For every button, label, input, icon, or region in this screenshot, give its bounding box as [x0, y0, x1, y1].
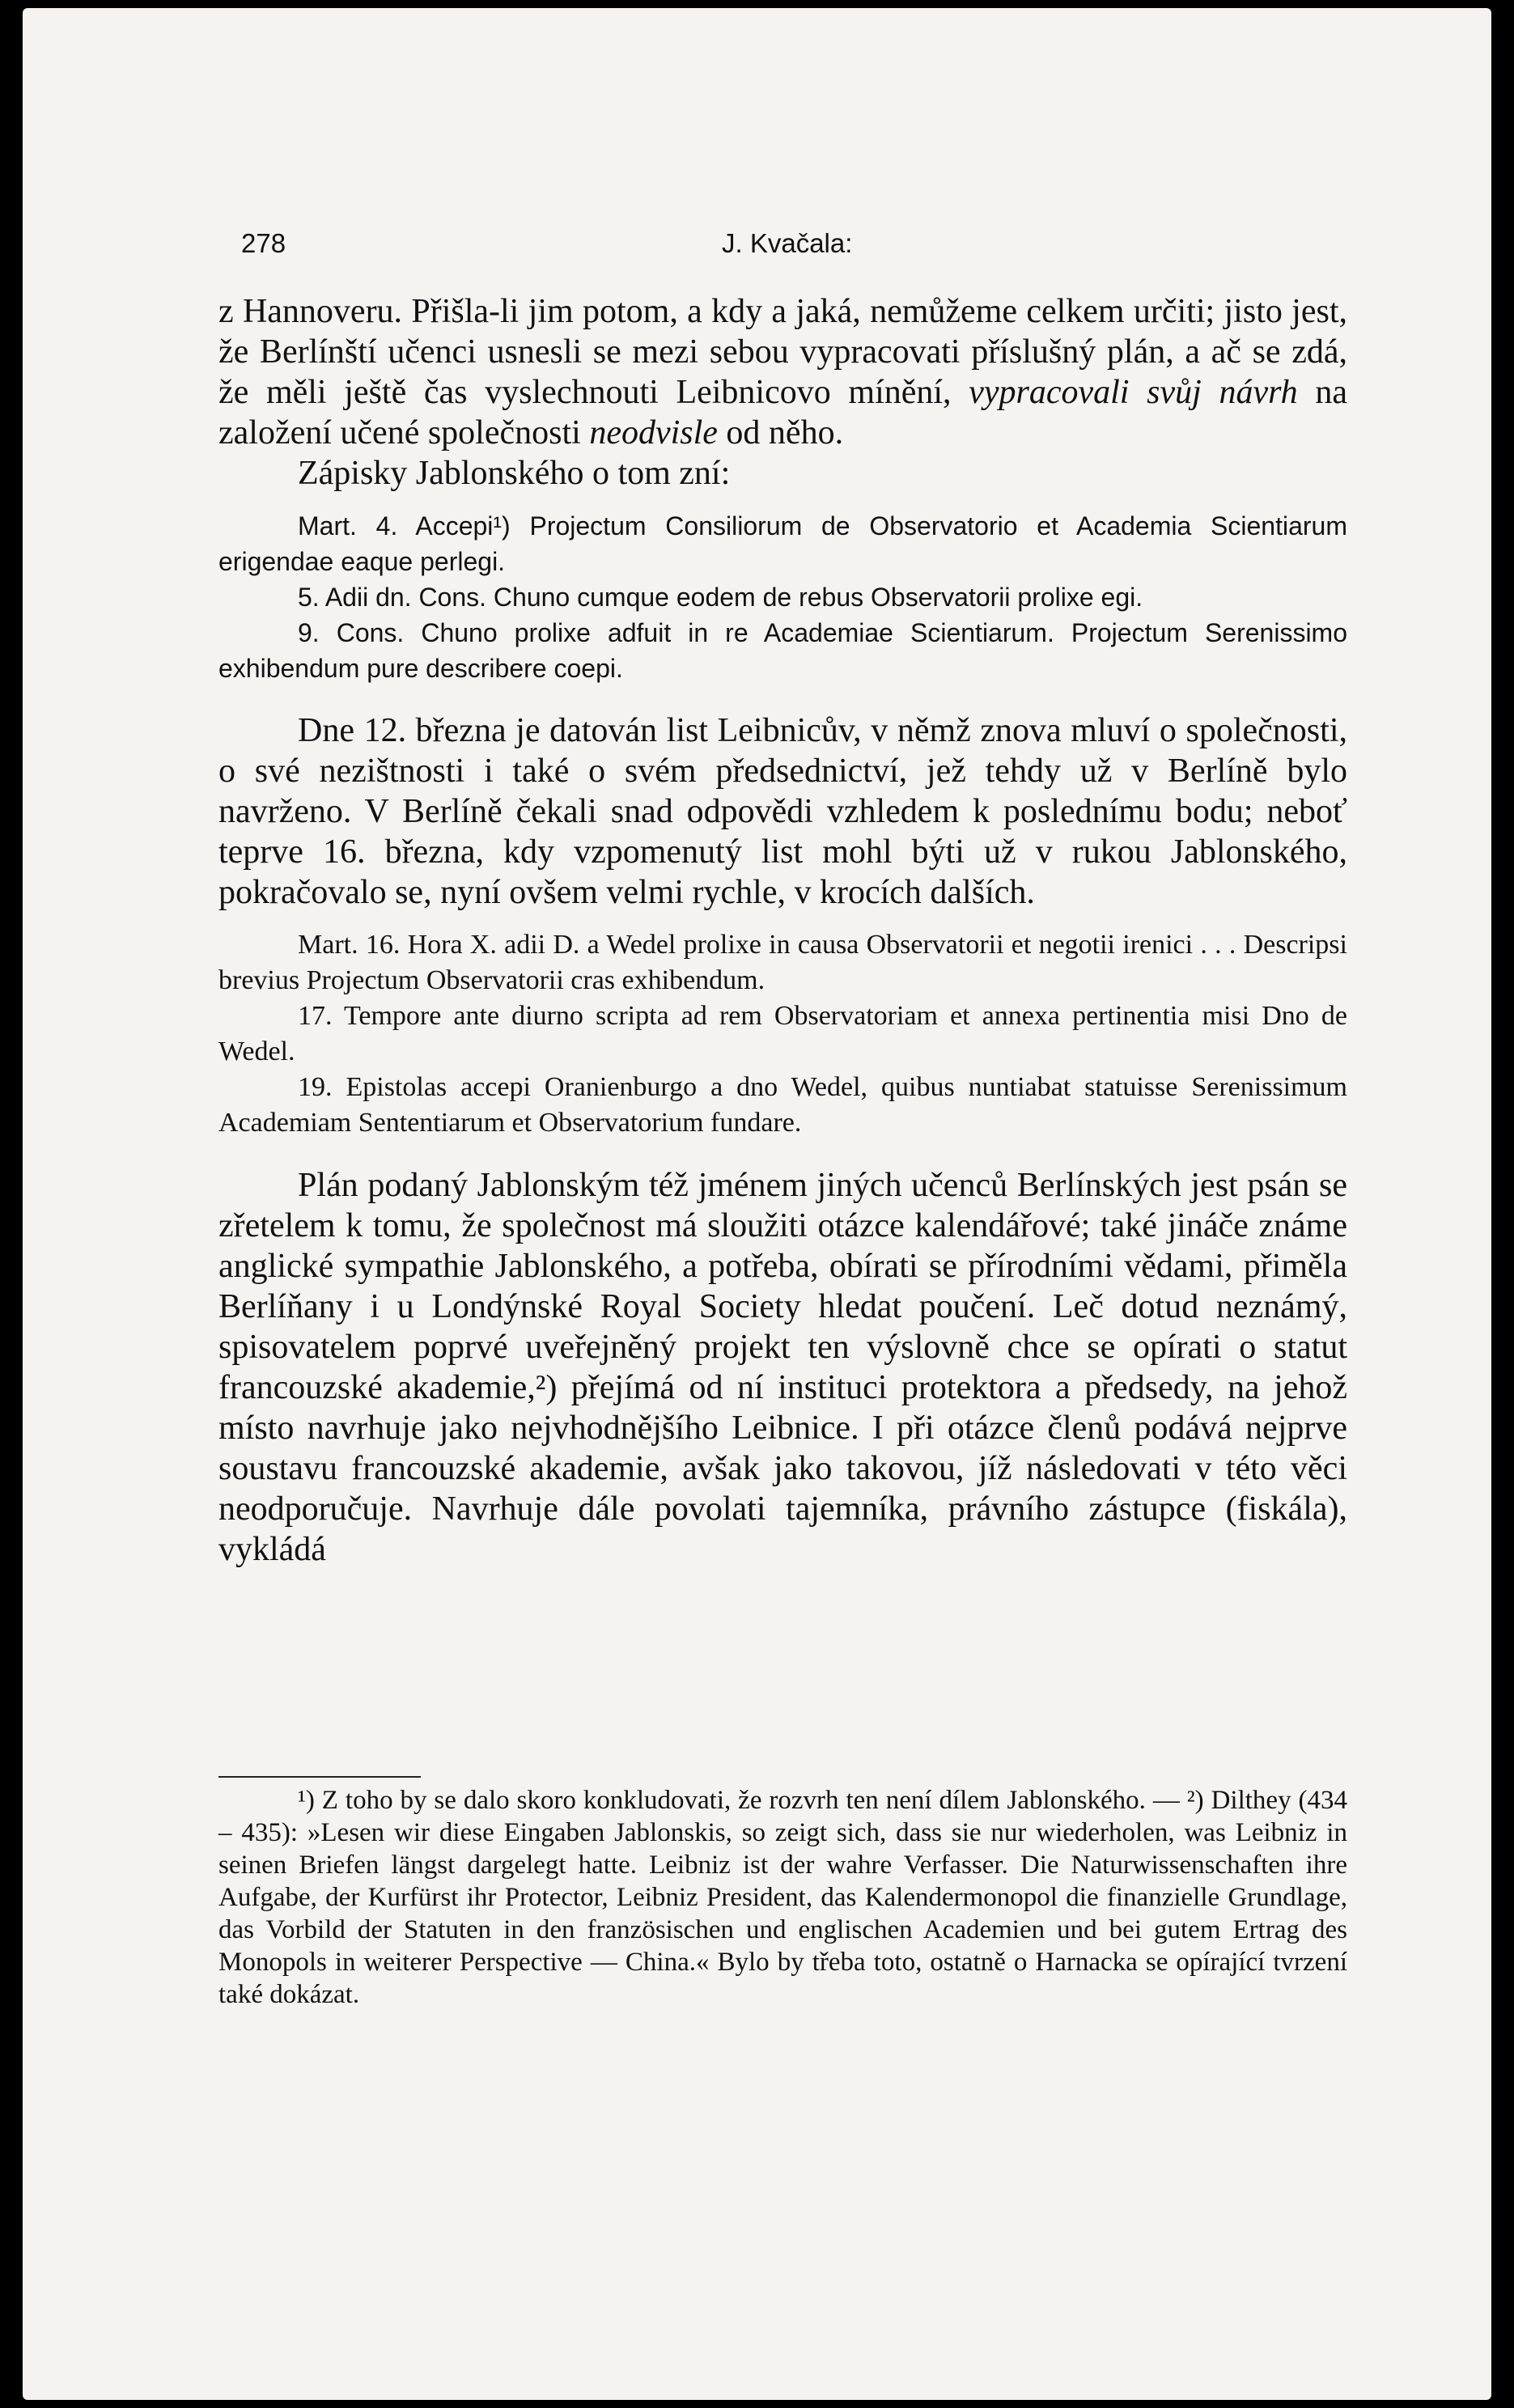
paragraph-1-italic-1: vypracovali svůj návrh: [969, 374, 1298, 411]
paragraph-1-text-c: od něho.: [717, 414, 844, 451]
excerpt-1-entry: Mart. 4. Accepi¹) Projectum Consiliorum de Observatorio et Academia Scientiarum erigendae eaque perlegi.: [218, 511, 1347, 576]
excerpt-1-entry: 9. Cons. Chuno prolixe adfuit in re Academiae Scientiarum. Projectum Serenissimo exhibendum pure describere coepi.: [218, 618, 1347, 683]
footnotes: [218, 1776, 1347, 2011]
running-head: J. Kvačala:: [722, 228, 853, 258]
footnote-text: ¹) Z toho by se dalo skoro konkludovati, že rozvrh ten není dílem Jablonského. — ²) Dilthey (434 – 435): »Lesen wir diese Eingaben Jablonskis, so zeigt sich, dass sie nur wiederholen, was Leibniz in seinen Briefen längst dargelegt hatte. Leibniz ist der wahre Verfasser. Die Naturwissenschaften ihre Aufgabe, der Kurfürst ihr Protector, Leibniz President, das Kalendermonopol die finanzielle Grundlage, das Vorbild der Statuten in den französischen und englischen Academien und bei gutem Ertrag des Monopols in weiterer Perspective — China.« Bylo by třeba toto, ostatně o Harnacka se opírající tvrzení také dokázat.: [218, 1786, 1347, 2009]
paragraph-3: Dne 12. března je datován list Leibnicův, v němž znova mluví o společnosti, o své nezištnosti i také o svém předsednictví, jež tehdy už v Berlíně bylo navrženo. V Berlíně čekali snad odpovědi vzhledem k poslednímu bodu; neboť teprve 16. března, kdy vzpomenutý list mohl býti už v rukou Jablonského, pokračovalo se, nyní ovšem velmi rychle, v krocích dalších.: [218, 712, 1347, 911]
paragraph-4: Plán podaný Jablonským též jménem jiných učenců Berlínských jest psán se zřetelem k tomu, že společnost má sloužiti otázce kalendářové; také jináče známe anglické sympathie Jablonského, a potřeba, obírati se přírodními vědami, přiměla Berlíňany i u Londýnské Royal Society hledat poučení. Leč dotud neznámý, spisovatelem poprvé uveřejněný projekt ten výslovně chce se opírati o statut francouzské akademie,²) přejímá od ní instituci protektora a předsedy, na jehož místo navrhuje jako nejvhodnějšího Leibnice. I při otázce členů podává nejprve soustavu francouzské akademie, avšak jako takovou, jíž následovati v této věci neodporučuje. Navrhuje dále povolati tajemníka, právního zástupce (fiskála), vykládá: [218, 1167, 1347, 1568]
page-number: 278: [241, 228, 286, 258]
page-header: [241, 228, 1370, 269]
paragraph-1-text-a: z Hannoveru. Přišla-li jim potom, a kdy a jaká, nemůžeme celkem určiti; jisto jest, že Berlínští učenci usnesli se mezi sebou vypracovati příslušný plán, a ač se zdá, že měli ještě čas vyslechnouti Leibnicovo mínění,: [218, 293, 1347, 411]
excerpt-2-entry: 19. Epistolas accepi Oranienburgo a dno Wedel, quibus nuntiabat statuisse Serenissimum Academiam Sententiarum et Observatorium fundare.: [218, 1072, 1347, 1138]
paragraph-1-italic-2: neodvisle: [589, 414, 718, 451]
excerpt-1-entry: 5. Adii dn. Cons. Chuno cumque eodem de rebus Observatorii prolixe egi.: [298, 583, 1143, 612]
excerpt-2-entry: Mart. 16. Hora X. adii D. a Wedel prolixe in causa Observatorii et negotii irenici . . . Descripsi brevius Projectum Observatorii cras exhibendum.: [218, 930, 1347, 995]
paragraph-2: Zápisky Jablonského o tom zní:: [298, 455, 731, 492]
main-text: [218, 291, 1347, 1570]
footnote-rule: [218, 1776, 421, 1778]
excerpt-2-entry: 17. Tempore ante diurno scripta ad rem Observatoriam et annexa pertinentia misi Dno de Wedel.: [218, 1001, 1347, 1066]
paragraph-1: [218, 291, 1347, 453]
paragraph-1-text-b: na založení učené společnosti: [218, 374, 1347, 451]
